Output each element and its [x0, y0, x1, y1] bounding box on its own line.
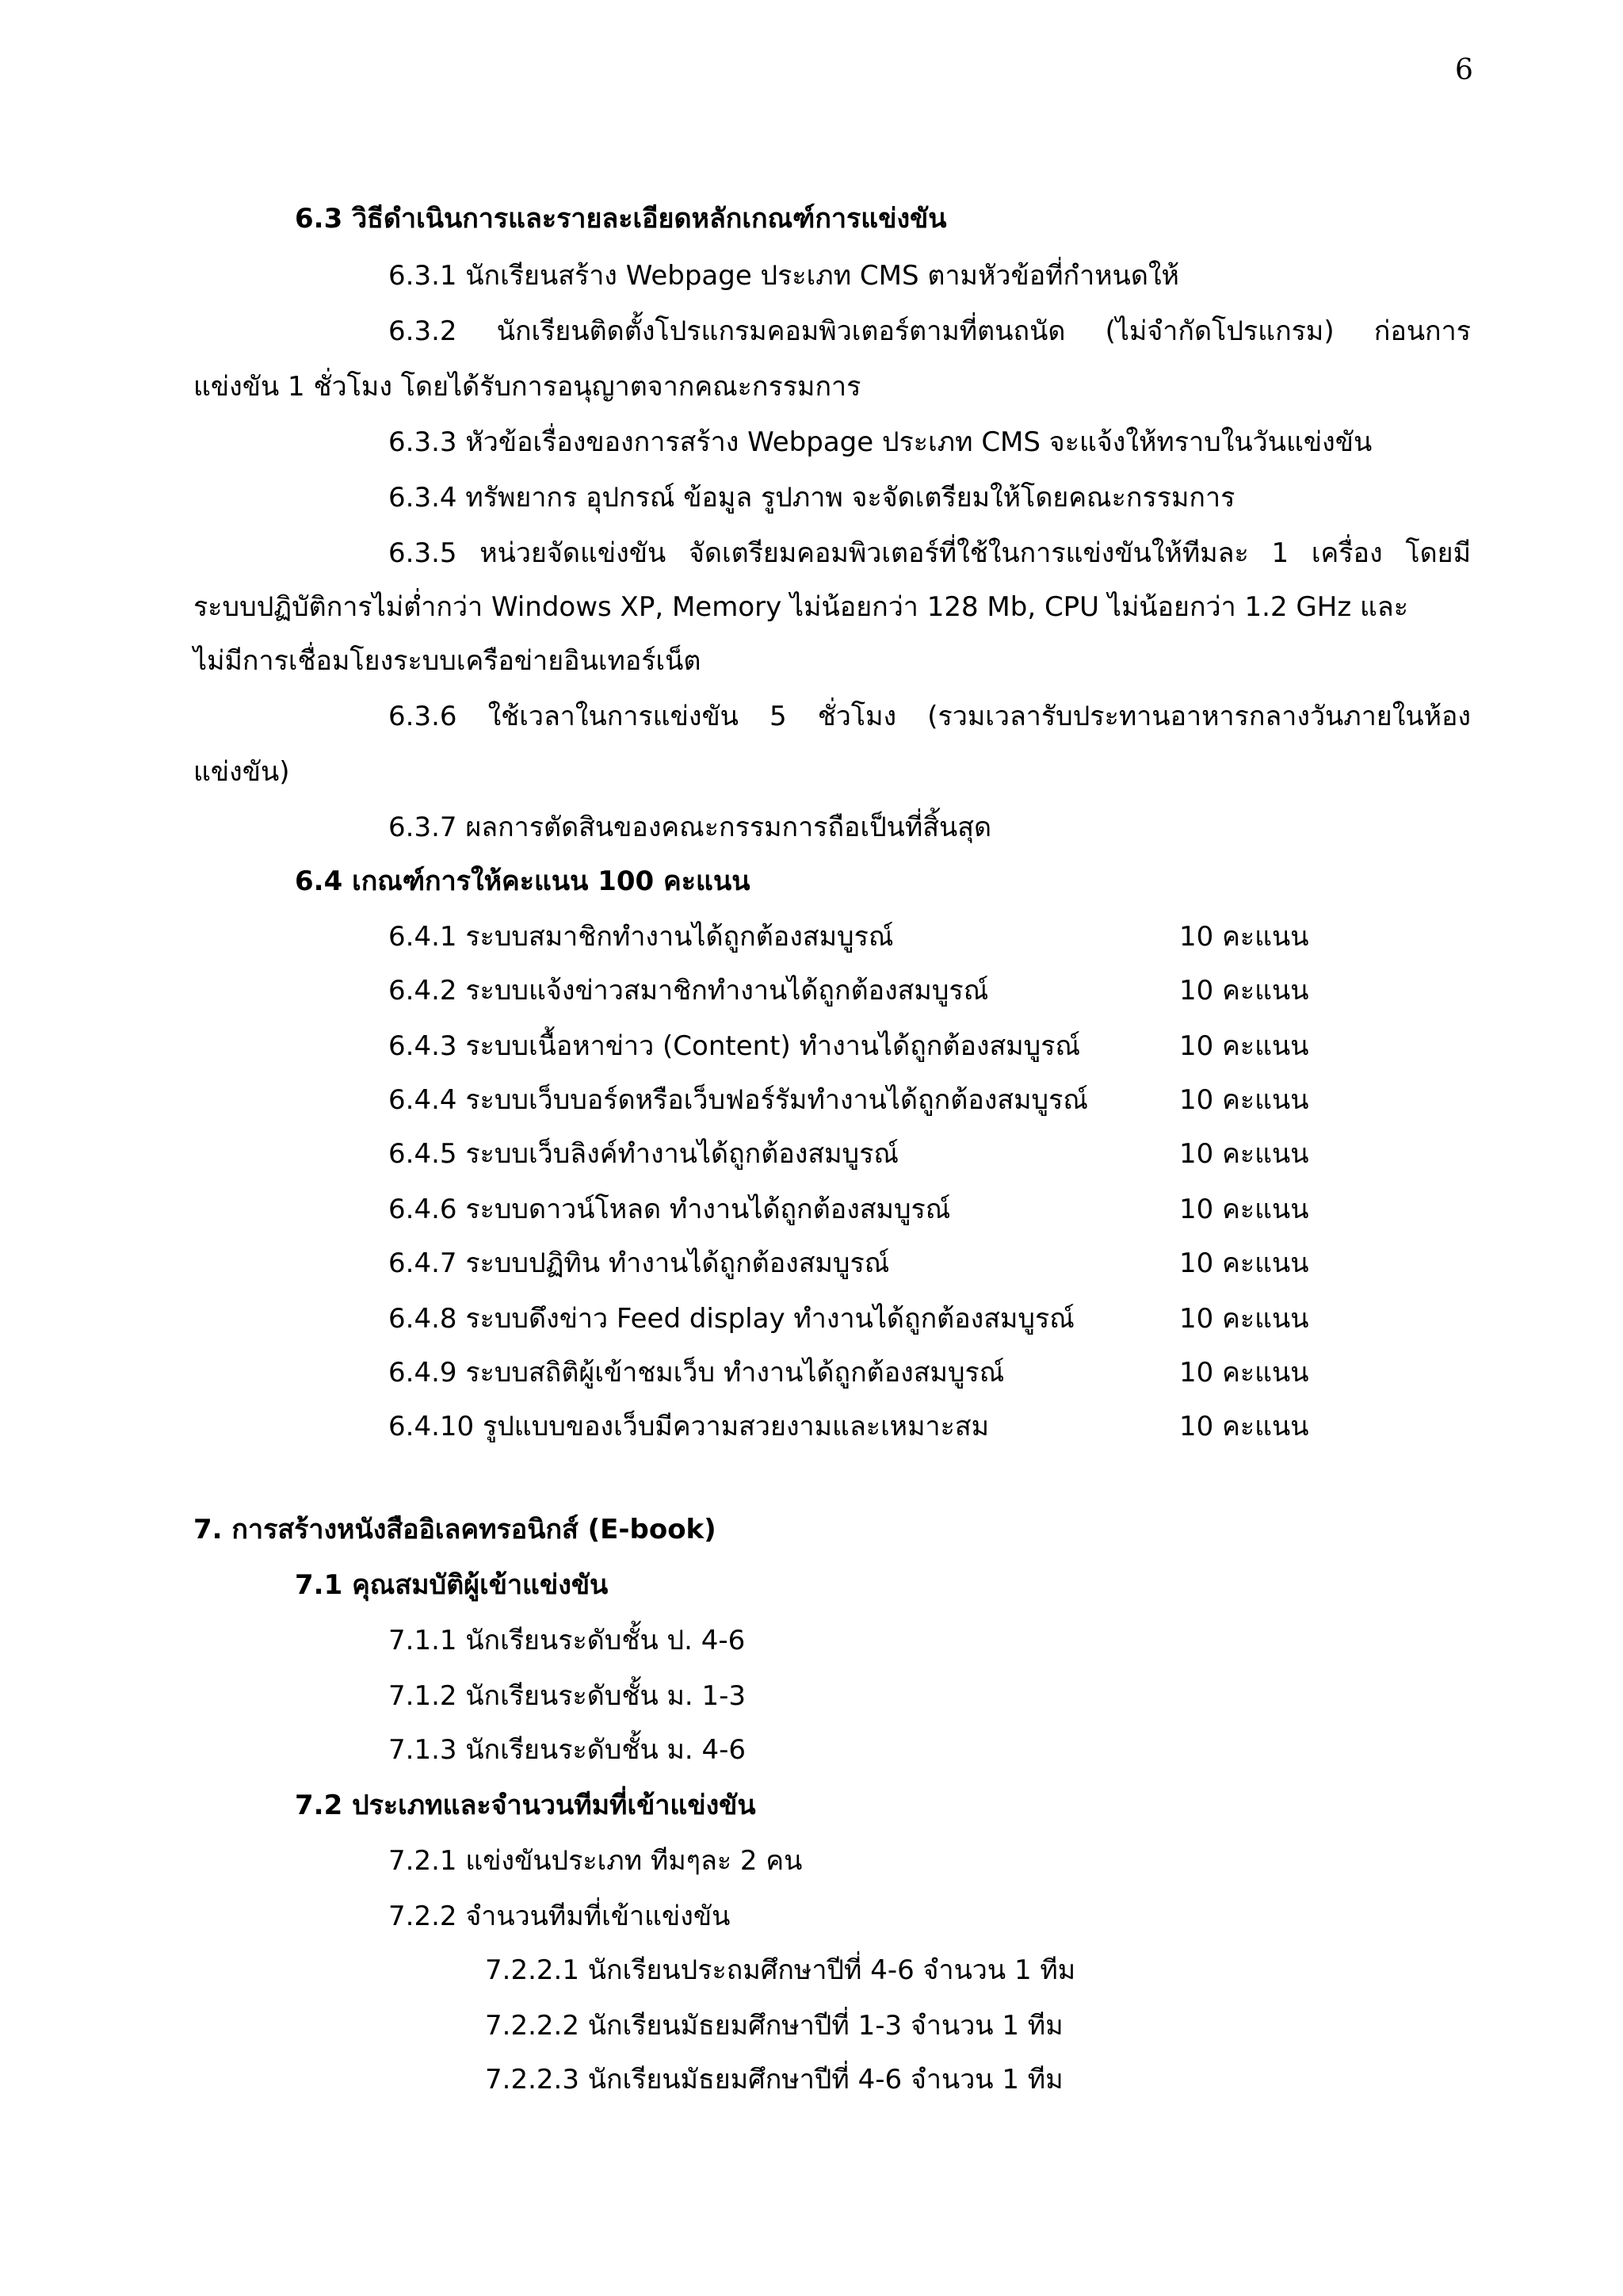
- criterion-points: 10 คะแนน: [1179, 1084, 1309, 1116]
- criterion-label: 6.4.1 ระบบสมาชิกทำงานได้ถูกต้องสมบูรณ์: [388, 921, 894, 953]
- criterion-label: 6.4.4 ระบบเว็บบอร์ดหรือเว็บฟอร์รัมทำงานได้ถูกต้องสมบูรณ์: [388, 1084, 1088, 1116]
- criterion-points: 10 คะแนน: [1179, 1247, 1309, 1279]
- item-7-2-1: 7.2.1 แข่งขันประเภท ทีมๆละ 2 คน: [388, 1845, 803, 1877]
- item-7-2-2: 7.2.2 จำนวนทีมที่เข้าแข่งขัน: [388, 1901, 731, 1932]
- criterion-label: 6.4.9 ระบบสถิติผู้เข้าชมเว็บ ทำงานได้ถูกต้องสมบูรณ์: [388, 1357, 1005, 1389]
- criterion-label: 6.4.7 ระบบปฏิทิน ทำงานได้ถูกต้องสมบูรณ์: [388, 1247, 890, 1279]
- criterion-label: 6.4.10 รูปแบบของเว็บมีความสวยงามและเหมาะสม: [388, 1411, 990, 1442]
- page-number: 6: [1455, 54, 1473, 86]
- criterion-points: 10 คะแนน: [1179, 1030, 1309, 1062]
- criterion-points: 10 คะแนน: [1179, 1357, 1309, 1389]
- criterion-label: 6.4.3 ระบบเนื้อหาข่าว (Content) ทำงานได้ถูกต้องสมบูรณ์: [388, 1030, 1081, 1062]
- criterion-label: 6.4.5 ระบบเว็บลิงค์ทำงานได้ถูกต้องสมบูรณ์: [388, 1138, 899, 1170]
- section-7-1-heading: 7.1 คุณสมบัติผู้เข้าแข่งขัน: [295, 1569, 609, 1601]
- criterion-points: 10 คะแนน: [1179, 975, 1309, 1007]
- criterion-points: 10 คะแนน: [1179, 1303, 1309, 1335]
- item-7-1-1: 7.1.1 นักเรียนระดับชั้น ป. 4-6: [388, 1625, 746, 1656]
- item-6-3-5-line2: ระบบปฏิบัติการไม่ต่ำกว่า Windows XP, Memory ไม่น้อยกว่า 128 Mb, CPU ไม่น้อยกว่า 1.2 GHz และ: [193, 591, 1409, 623]
- section-6-4-heading: 6.4 เกณฑ์การให้คะแนน 100 คะแนน: [295, 865, 750, 897]
- item-6-3-3: 6.3.3 หัวข้อเรื่องของการสร้าง Webpage ประเภท CMS จะแจ้งให้ทราบในวันแข่งขัน: [388, 426, 1373, 458]
- item-6-3-5-line1: 6.3.5 หน่วยจัดแข่งขัน จัดเตรียมคอมพิวเตอร์ที่ใช้ในการแข่งขันให้ทีมละ 1 เครื่อง โดยมี: [388, 537, 1471, 569]
- item-7-1-3: 7.1.3 นักเรียนระดับชั้น ม. 4-6: [388, 1734, 747, 1766]
- item-7-2-2-2: 7.2.2.2 นักเรียนมัธยมศึกษาปีที่ 1-3 จำนวน 1 ทีม: [485, 2010, 1064, 2042]
- criterion-label: 6.4.6 ระบบดาวน์โหลด ทำงานได้ถูกต้องสมบูรณ์: [388, 1194, 951, 1225]
- section-7-heading: 7. การสร้างหนังสืออิเลคทรอนิกส์ (E-book): [193, 1514, 716, 1545]
- item-6-3-2-line1: 6.3.2 นักเรียนติดตั้งโปรแกรมคอมพิวเตอร์ตามที่ตนถนัด (ไม่จำกัดโปรแกรม) ก่อนการ: [388, 315, 1471, 347]
- criterion-points: 10 คะแนน: [1179, 1138, 1309, 1170]
- section-6-3-heading: 6.3 วิธีดำเนินการและรายละเอียดหลักเกณฑ์การแข่งขัน: [295, 203, 947, 235]
- criterion-label: 6.4.2 ระบบแจ้งข่าวสมาชิกทำงานได้ถูกต้องสมบูรณ์: [388, 975, 989, 1007]
- item-6-3-6-line2: แข่งขัน): [193, 756, 290, 788]
- item-7-1-2: 7.1.2 นักเรียนระดับชั้น ม. 1-3: [388, 1680, 747, 1712]
- criterion-points: 10 คะแนน: [1179, 1194, 1309, 1225]
- item-6-3-1: 6.3.1 นักเรียนสร้าง Webpage ประเภท CMS ตามหัวข้อที่กำหนดให้: [388, 260, 1179, 292]
- criterion-points: 10 คะแนน: [1179, 1411, 1309, 1442]
- item-6-3-6-line1: 6.3.6 ใช้เวลาในการแข่งขัน 5 ชั่วโมง (รวมเวลารับประทานอาหารกลางวันภายในห้อง: [388, 701, 1471, 732]
- criterion-points: 10 คะแนน: [1179, 921, 1309, 953]
- criterion-label: 6.4.8 ระบบดึงข่าว Feed display ทำงานได้ถูกต้องสมบูรณ์: [388, 1303, 1075, 1335]
- item-6-3-5-line3: ไม่มีการเชื่อมโยงระบบเครือข่ายอินเทอร์เน็ต: [193, 645, 701, 677]
- item-6-3-4: 6.3.4 ทรัพยากร อุปกรณ์ ข้อมูล รูปภาพ จะจัดเตรียมให้โดยคณะกรรมการ: [388, 482, 1235, 514]
- item-7-2-2-1: 7.2.2.1 นักเรียนประถมศึกษาปีที่ 4-6 จำนวน 1 ทีม: [485, 1954, 1076, 1986]
- item-6-3-7: 6.3.7 ผลการตัดสินของคณะกรรมการถือเป็นที่สิ้นสุด: [388, 812, 992, 843]
- section-7-2-heading: 7.2 ประเภทและจำนวนทีมที่เข้าแข่งขัน: [295, 1790, 756, 1821]
- item-6-3-2-line2: แข่งขัน 1 ชั่วโมง โดยได้รับการอนุญาตจากคณะกรรมการ: [193, 371, 861, 403]
- item-7-2-2-3: 7.2.2.3 นักเรียนมัธยมศึกษาปีที่ 4-6 จำนวน 1 ทีม: [485, 2064, 1064, 2095]
